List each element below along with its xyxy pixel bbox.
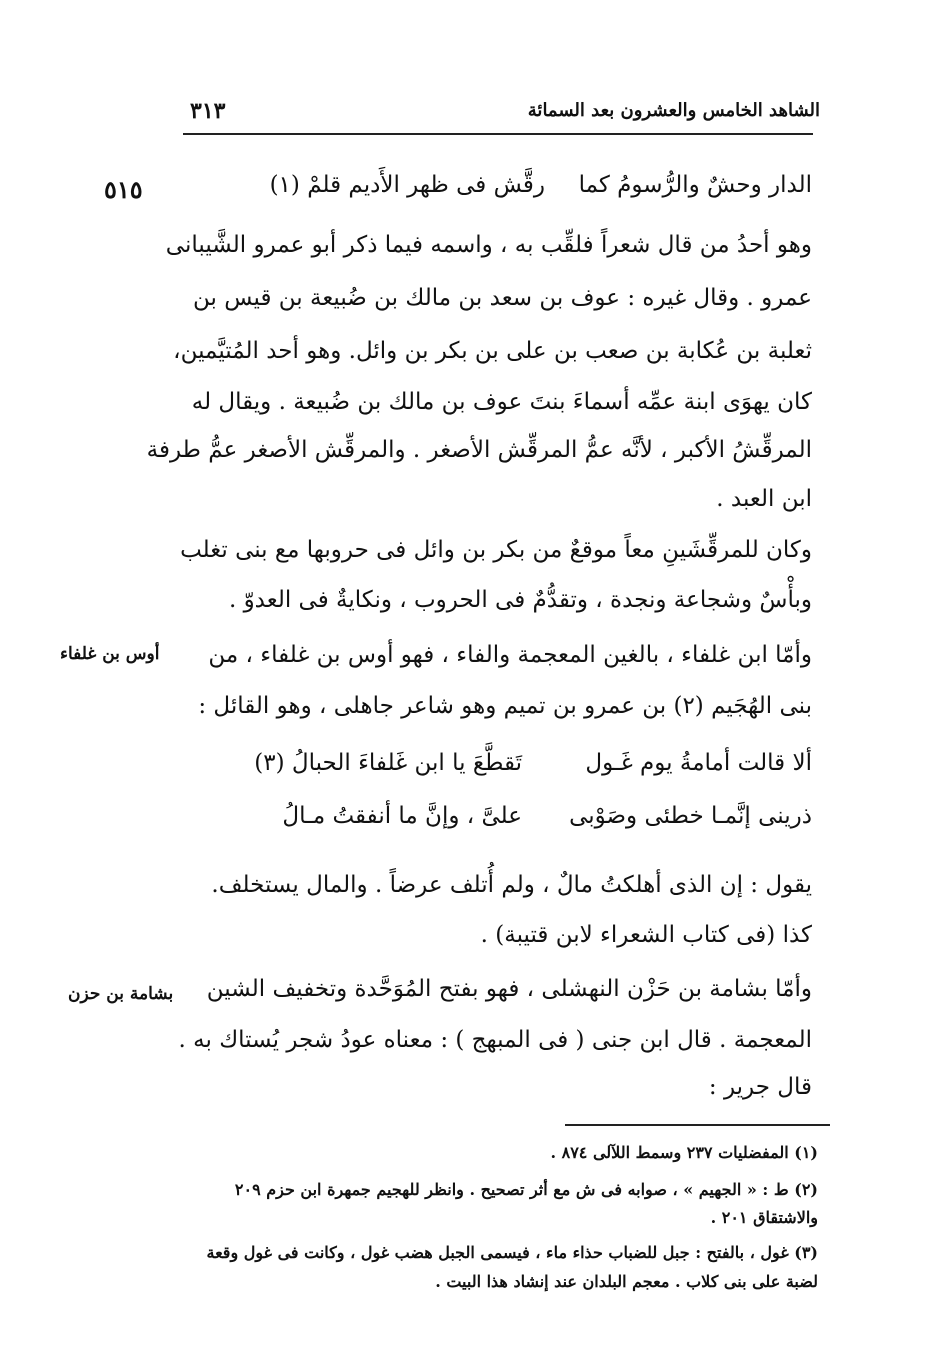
verse2-line2-first-half: ذرينى إنَّمـا خطئى وصَوْبى — [569, 803, 812, 829]
para3-line: بنى الهُجَيم (٢) بن عمرو بن تميم وهو شاعر جاهلى ، وهو القائل : — [198, 693, 812, 719]
para1-line: كان يهوَى ابنة عمِّه أسماءَ بنتَ عوف بن مالك بن ضُبيعة . ويقال له — [191, 389, 812, 415]
footnote-line: لضبة على بنى كلاب . معجم البلدان عند إنشاد هذا البيت . — [435, 1272, 818, 1291]
verse2-line1-first-half: ألا قالت أمامةُ يوم غَـول — [585, 750, 812, 776]
para2-line: وكان للمرقِّشَينِ معاً موقعٌ من بكر بن وائل فى حروبها مع بنى تغلب — [180, 537, 812, 563]
footnote-rule — [565, 1124, 830, 1126]
footnote-line: (٣) غول ، بالفتح : جبل للضباب حذاء ماء ، فيسمى الجبل هضب غول ، وكانت فى غول وقعة — [206, 1243, 818, 1262]
reference-number: ٥١٥ — [104, 175, 143, 204]
verse1-first-half: الدار وحشٌ والرُّسومُ كما — [578, 172, 812, 198]
para5-line: قال جرير : — [708, 1074, 812, 1100]
para1-line: عمرو . وقال غيره : عوف بن سعد بن مالك بن ضُبيعة بن قيس بن — [192, 285, 812, 311]
para1-line: ثعلبة بن عُكابة بن صعب بن على بن بكر بن وائل. وهو أحد المُتيَّمين، — [173, 338, 812, 364]
verse2-line1-second-half: تَقطَّعَ يا ابن غَلفاءَ الحبالُ (٣) — [254, 750, 522, 776]
para4-line: كذا (فى كتاب الشعراء لابن قتيبة) . — [480, 922, 812, 948]
page-number: ٣١٣ — [190, 98, 226, 124]
margin-note-bashama: بشامة بن حزن — [68, 984, 174, 1004]
para1-line: ابن العبد . — [716, 486, 812, 512]
footnote-line: (١) المفضليات ٢٣٧ وسمط اللآلى ٨٧٤ . — [550, 1143, 818, 1162]
para2-line: وبأْسٌ وشجاعة ونجدة ، وتقدُّمٌ فى الحروب ، ونكايةٌ فى العدوّ . — [228, 587, 812, 613]
running-header-title: الشاهد الخامس والعشرون بعد السمائة — [527, 100, 820, 121]
header-rule — [183, 133, 813, 135]
para5-line: وأمّا بشامة بن حَزْن النهشلى ، فهو بفتح المُوَحَّدة وتخفيف الشين — [206, 976, 812, 1002]
para1-line: وهو أحدُ من قال شعراً فلقِّب به ، واسمه فيما ذكر أبو عمرو الشَّيبانى — [165, 232, 812, 258]
para3-line: وأمّا ابن غلفاء ، بالغين المعجمة والفاء ، فهو أوس بن غلفاء ، من — [208, 642, 812, 668]
para5-line: المعجمة . قال ابن جنى ( فى المبهج ) : معناه عودُ شجر يُستاك به . — [178, 1027, 812, 1053]
verse2-line2-second-half: علىَّ ، وإنَّ ما أنفقتُ مـالُ — [282, 803, 522, 829]
para4-line: يقول : إن الذى أهلكتُ مالٌ ، ولم أُتلف عرضاً . والمال يستخلف. — [211, 872, 812, 898]
verse1-second-half: رقَّش فى ظهر الأَديم قلمْ (١) — [269, 172, 545, 198]
para1-line: المرقِّشُ الأكبر ، لأنَّه عمُّ المرقِّش الأصغر . والمرقِّش الأصغر عمُّ طرفة — [146, 437, 812, 463]
footnote-line: والاشتقاق ٢٠١ . — [710, 1208, 818, 1227]
margin-note-aws: أوس بن غلفاء — [60, 644, 160, 664]
footnote-line: (٢) ط : « الجهيم » ، صوابه فى ش مع أثر تصحيح . وانظر للهجيم جمهرة ابن حزم ٢٠٩ — [234, 1180, 818, 1199]
